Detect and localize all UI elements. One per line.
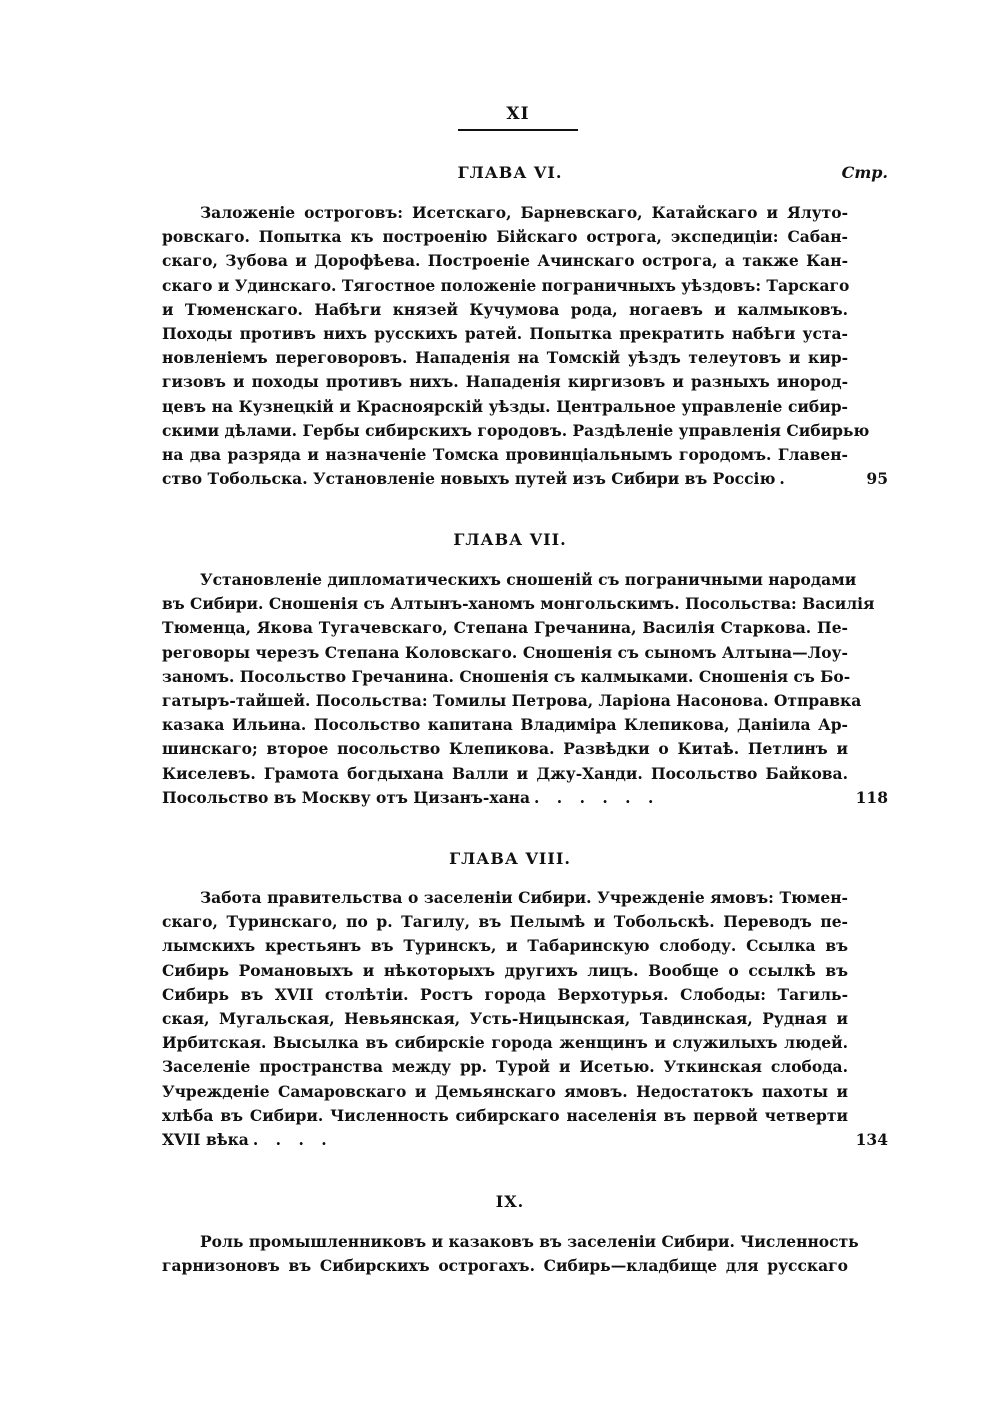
page-numeral: XI — [506, 104, 530, 124]
last-line-text: XVII вѣка — [162, 1130, 249, 1150]
dot-leader: . . . . . . — [534, 787, 660, 807]
text-line: Заселеніе пространства между рр. Турой и Исетью. Уткинская слобода. — [162, 1057, 848, 1077]
text-line: ская, Мугальская, Невьянская, Усть-Ницынская, Тавдинская, Рудная и — [162, 1009, 848, 1029]
page-column-label: Стр. — [841, 163, 888, 182]
chapter-6-heading: ГЛАВА VI. — [457, 163, 563, 182]
text-line-last — [162, 467, 848, 491]
text-line: Роль промышленниковъ и казаковъ въ заселеніи Сибири. Численность — [200, 1232, 859, 1251]
chapter-7-body — [162, 568, 888, 810]
text-line: шинскаго; второе посольство Клепикова. Развѣдки о Китаѣ. Петлинъ и — [162, 739, 848, 759]
text-line: Походы противъ нихъ русскихъ ратей. Попытка прекратить набѣги уста- — [162, 324, 848, 344]
text-line: новленіемъ переговоровъ. Нападенія на Томскій уѣздъ телеутовъ и кир- — [162, 348, 848, 368]
chapter-8-page-number: 134 — [855, 1130, 888, 1149]
text-line-last — [162, 786, 848, 810]
chapter-9-heading: IX. — [495, 1192, 525, 1211]
text-line: Ирбитская. Высылка въ сибирскіе города женщинъ и служилыхъ людей. — [162, 1033, 848, 1053]
text-line: реговоры черезъ Степана Коловскаго. Сношенія съ сыномъ Алтына—Лоу- — [162, 642, 848, 662]
chapter-7-page-number: 118 — [855, 788, 888, 807]
text-line: гизовъ и походы противъ нихъ. Нападенія киргизовъ и разныхъ инород- — [162, 372, 848, 392]
text-line: на два разряда и назначеніе Томска провинціальнымъ городомъ. Главен- — [162, 445, 848, 465]
text-line: скаго и Удинскаго. Тягостное положеніе пограничныхъ уѣздовъ: Тарскаго — [162, 275, 850, 295]
text-line: хлѣба въ Сибири. Численность сибирскаго населенія въ первой четверти — [162, 1105, 848, 1125]
chapter-8-body — [162, 886, 888, 1152]
header-rule — [458, 129, 578, 131]
text-line: Забота правительства о заселеніи Сибири. Учрежденіе ямовъ: Тюмен- — [200, 888, 848, 907]
text-line: казака Ильина. Посольство капитана Владиміра Клепикова, Даніила Ар- — [162, 715, 848, 735]
chapter-9-body — [162, 1230, 859, 1278]
text-line: Киселевъ. Грамота богдыхана Валли и Джу-Ханди. Посольство Байкова. — [162, 763, 848, 783]
text-line: въ Сибири. Сношенія съ Алтынъ-ханомъ монгольскимъ. Посольства: Василія — [162, 594, 875, 614]
text-line: ровскаго. Попытка къ построенію Бійскаго острога, экспедиціи: Сабан- — [162, 227, 848, 247]
text-line: гарнизоновъ въ Сибирскихъ острогахъ. Сибирь—кладбище для русскаго — [162, 1256, 848, 1276]
chapter-6-page-number: 95 — [866, 469, 888, 488]
text-line: Сибирь Романовыхъ и нѣкоторыхъ другихъ лицъ. Вообще о ссылкѣ въ — [162, 960, 848, 980]
last-line-text: Посольство въ Москву отъ Цизанъ-хана — [162, 787, 530, 807]
dot-leader: . . . . — [252, 1130, 333, 1150]
text-line: цевъ на Кузнецкій и Красноярскій уѣзды. Центральное управленіе сибир- — [162, 396, 848, 416]
text-line: скаго, Туринскаго, по р. Тагилу, въ Пелымѣ и Тобольскѣ. Переводъ пе- — [162, 912, 848, 932]
text-line: Сибирь въ XVII столѣтіи. Ростъ города Верхотурья. Слободы: Тагиль- — [162, 984, 848, 1004]
chapter-6-body — [162, 201, 888, 491]
text-line: заномъ. Посольство Гречанина. Сношенія съ калмыками. Сношенія съ Бо- — [162, 666, 851, 686]
text-line: скаго, Зубова и Дорофѣева. Построеніе Ачинскаго острога, а также Кан- — [162, 251, 848, 271]
text-line: лымскихъ крестьянъ въ Туринскъ, и Табаринскую слободу. Ссылка въ — [162, 936, 848, 956]
text-line: Заложеніе остроговъ: Исетскаго, Барневскаго, Катайскаго и Ялуто- — [200, 203, 848, 222]
text-line-last — [162, 1128, 848, 1152]
chapter-7-heading: ГЛАВА VII. — [453, 530, 567, 549]
dot-leader: . — [779, 469, 791, 489]
text-line: скими дѣлами. Гербы сибирскихъ городовъ. Раздѣленіе управленія Сибирью — [162, 420, 870, 440]
text-line: Учрежденіе Самаровскаго и Демьянскаго ямовъ. Недостатокъ пахоты и — [162, 1081, 848, 1101]
chapter-8-heading: ГЛАВА VIII. — [449, 849, 571, 868]
text-line: гатыръ-тайшей. Посольства: Томилы Петрова, Ларіона Насонова. Отправка — [162, 691, 862, 711]
text-line: Установленіе дипломатическихъ сношеній съ пограничными народами — [200, 570, 857, 589]
text-line: и Тюменскаго. Набѣги князей Кучумова рода, ногаевъ и калмыковъ. — [162, 299, 848, 319]
text-line: Тюменца, Якова Тугачевскаго, Степана Гречанина, Василія Старкова. Пе- — [162, 618, 848, 638]
last-line-text: ство Тобольска. Установленіе новыхъ путей изъ Сибири въ Россію — [162, 469, 776, 489]
